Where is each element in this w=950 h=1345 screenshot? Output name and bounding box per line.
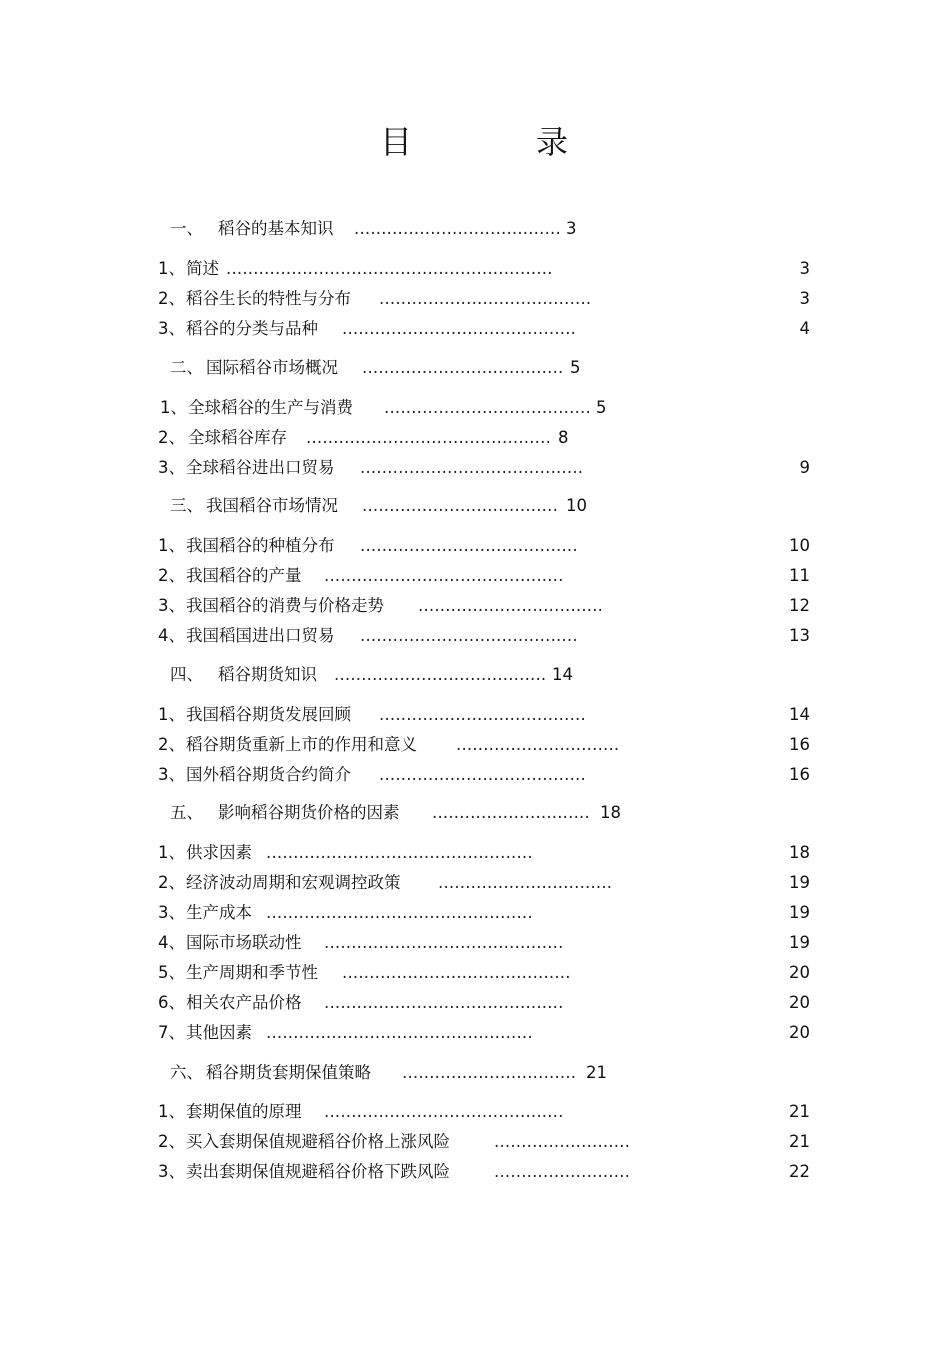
item-number: 1、 (158, 843, 185, 862)
page-number: 3 (566, 219, 577, 238)
leader-dots: ................................................. (266, 843, 533, 862)
page-number: 21 (789, 1102, 810, 1121)
page-number: 4 (799, 319, 810, 338)
item-title: 买入套期保值规避稻谷价格上涨风险 (186, 1132, 450, 1151)
item-title: 我国稻国进出口贸易 (186, 626, 335, 645)
leader-dots: .......................................... (342, 963, 571, 982)
item-number: 3、 (158, 458, 185, 477)
page-number: 20 (789, 963, 810, 982)
leader-dots: ............................................ (324, 933, 564, 952)
leader-dots: ............................................ (324, 566, 564, 585)
item-number: 6、 (158, 993, 185, 1012)
page-number: 13 (789, 626, 810, 645)
leader-dots: ...................................... (384, 398, 591, 417)
item-title: 相关农产品价格 (186, 993, 302, 1012)
item-number: 7、 (158, 1023, 185, 1042)
item-number: 2、 (158, 873, 185, 892)
item-title: 国外稻谷期货合约简介 (186, 765, 351, 784)
title-char-2: 录 (536, 123, 569, 161)
item-number: 1、 (158, 1102, 185, 1121)
leader-dots: ....................................... (379, 289, 592, 308)
toc-item[interactable] (158, 1021, 810, 1045)
leader-dots: ............................................ (324, 1102, 564, 1121)
toc-item[interactable] (158, 317, 810, 341)
item-number: 5、 (158, 963, 185, 982)
title-char-1: 目 (380, 123, 413, 161)
leader-dots: ........................................ (360, 626, 578, 645)
leader-dots: ............................................. (306, 428, 552, 447)
page-number: 21 (789, 1132, 810, 1151)
toc-item[interactable] (158, 991, 810, 1015)
item-number: 3、 (158, 1162, 185, 1181)
item-number: 2、 (158, 428, 185, 447)
toc-item[interactable] (158, 961, 810, 985)
item-title: 我国稻谷的种植分布 (186, 536, 335, 555)
item-title: 稻谷期货重新上市的作用和意义 (186, 735, 417, 754)
leader-dots: ....................................... (334, 665, 547, 684)
item-title: 全球稻谷的生产与消费 (188, 398, 353, 417)
toc-item[interactable] (158, 456, 810, 480)
section-title: 稻谷期货知识 (218, 665, 317, 684)
leader-dots: .................................. (418, 596, 604, 615)
item-title: 稻谷生长的特性与分布 (186, 289, 351, 308)
item-title: 全球稻谷库存 (188, 428, 287, 447)
item-number: 3、 (158, 765, 185, 784)
item-title: 套期保值的原理 (186, 1102, 302, 1121)
leader-dots: .............................. (456, 735, 620, 754)
page-number: 16 (789, 765, 810, 784)
section-number: 四、 (170, 665, 203, 684)
page-number: 18 (600, 803, 621, 822)
page-number: 16 (789, 735, 810, 754)
leader-dots: ......................................... (360, 458, 584, 477)
toc-item[interactable] (158, 841, 810, 865)
item-title: 供求因素 (186, 843, 252, 862)
page-number: 5 (596, 398, 607, 417)
leader-dots: ...................................... (379, 705, 586, 724)
page-number: 14 (789, 705, 810, 724)
toc-item[interactable] (158, 733, 810, 757)
page-number: 20 (789, 1023, 810, 1042)
toc-item[interactable] (158, 1100, 810, 1124)
page-number: 5 (570, 358, 581, 377)
toc-item[interactable] (158, 901, 810, 925)
leader-dots: ............................. (432, 803, 590, 822)
leader-dots: ............................................ (324, 993, 564, 1012)
item-number: 1、 (158, 259, 185, 278)
leader-dots: ........................................... (342, 319, 577, 338)
page-number: 20 (789, 993, 810, 1012)
item-title: 全球稻谷进出口贸易 (186, 458, 335, 477)
section-number: 五、 (170, 803, 203, 822)
section-number: 三、 (170, 496, 203, 515)
toc-item[interactable] (158, 594, 810, 618)
item-title: 我国稻谷的消费与价格走势 (186, 596, 384, 615)
leader-dots: ................................ (438, 873, 613, 892)
leader-dots: ................................................. (266, 903, 533, 922)
leader-dots: ........................................ (360, 536, 578, 555)
leader-dots: ......................... (494, 1162, 631, 1181)
leader-dots: ...................................... (379, 765, 586, 784)
leader-dots: ......................... (494, 1132, 631, 1151)
page-number: 14 (552, 665, 573, 684)
item-number: 1、 (158, 536, 185, 555)
item-title: 我国稻谷的产量 (186, 566, 302, 585)
item-number: 4、 (158, 933, 185, 952)
page-number: 18 (789, 843, 810, 862)
toc-item[interactable] (158, 534, 810, 558)
item-title: 卖出套期保值规避稻谷价格下跌风险 (186, 1162, 450, 1181)
leader-dots: ................................ (402, 1063, 577, 1082)
item-title: 稻谷的分类与品种 (186, 319, 318, 338)
section-title: 稻谷的基本知识 (218, 219, 334, 238)
page-number: 3 (799, 259, 810, 278)
page-number: 19 (789, 903, 810, 922)
section-number: 一、 (170, 219, 203, 238)
page-number: 11 (789, 566, 810, 585)
item-number: 3、 (158, 319, 185, 338)
leader-dots: ................................................. (266, 1023, 533, 1042)
leader-dots: .................................... (362, 496, 559, 515)
page-number: 19 (789, 933, 810, 952)
toc-item[interactable] (158, 287, 810, 311)
section-number: 二、 (170, 358, 203, 377)
item-number: 2、 (158, 566, 185, 585)
item-number: 2、 (158, 1132, 185, 1151)
page-number: 10 (566, 496, 587, 515)
page-number: 19 (789, 873, 810, 892)
item-title: 生产成本 (186, 903, 252, 922)
item-title: 简述 (186, 259, 219, 278)
item-number: 2、 (158, 735, 185, 754)
page-number: 21 (586, 1063, 607, 1082)
toc-item[interactable] (158, 703, 810, 727)
item-number: 2、 (158, 289, 185, 308)
item-number: 3、 (158, 903, 185, 922)
item-number: 1、 (160, 398, 187, 417)
item-number: 3、 (158, 596, 185, 615)
section-title: 国际稻谷市场概况 (206, 358, 338, 377)
page-number: 9 (799, 458, 810, 477)
toc-item[interactable] (158, 763, 810, 787)
toc-item[interactable] (158, 624, 810, 648)
page-number: 12 (789, 596, 810, 615)
item-title: 生产周期和季节性 (186, 963, 318, 982)
toc-item[interactable] (158, 1130, 810, 1154)
toc-item[interactable] (158, 257, 810, 281)
section-title: 稻谷期货套期保值策略 (206, 1063, 371, 1082)
page-number: 3 (799, 289, 810, 308)
item-number: 4、 (158, 626, 185, 645)
toc-title (0, 120, 950, 170)
item-title: 我国稻谷期货发展回顾 (186, 705, 351, 724)
section-number: 六、 (170, 1063, 203, 1082)
section-title: 影响稻谷期货价格的因素 (218, 803, 400, 822)
item-number: 1、 (158, 705, 185, 724)
section-title: 我国稻谷市场情况 (206, 496, 338, 515)
page-number: 22 (789, 1162, 810, 1181)
page-number: 8 (558, 428, 569, 447)
toc-item[interactable] (158, 931, 810, 955)
leader-dots: ..................................... (362, 358, 564, 377)
toc-item[interactable] (158, 564, 810, 588)
item-title: 其他因素 (186, 1023, 252, 1042)
leader-dots: ...................................... (354, 219, 561, 238)
toc-item[interactable] (158, 1160, 810, 1184)
toc-item[interactable] (158, 871, 810, 895)
item-title: 国际市场联动性 (186, 933, 302, 952)
item-title: 经济波动周期和宏观调控政策 (186, 873, 401, 892)
page-number: 10 (789, 536, 810, 555)
leader-dots: ............................................................ (226, 259, 553, 278)
